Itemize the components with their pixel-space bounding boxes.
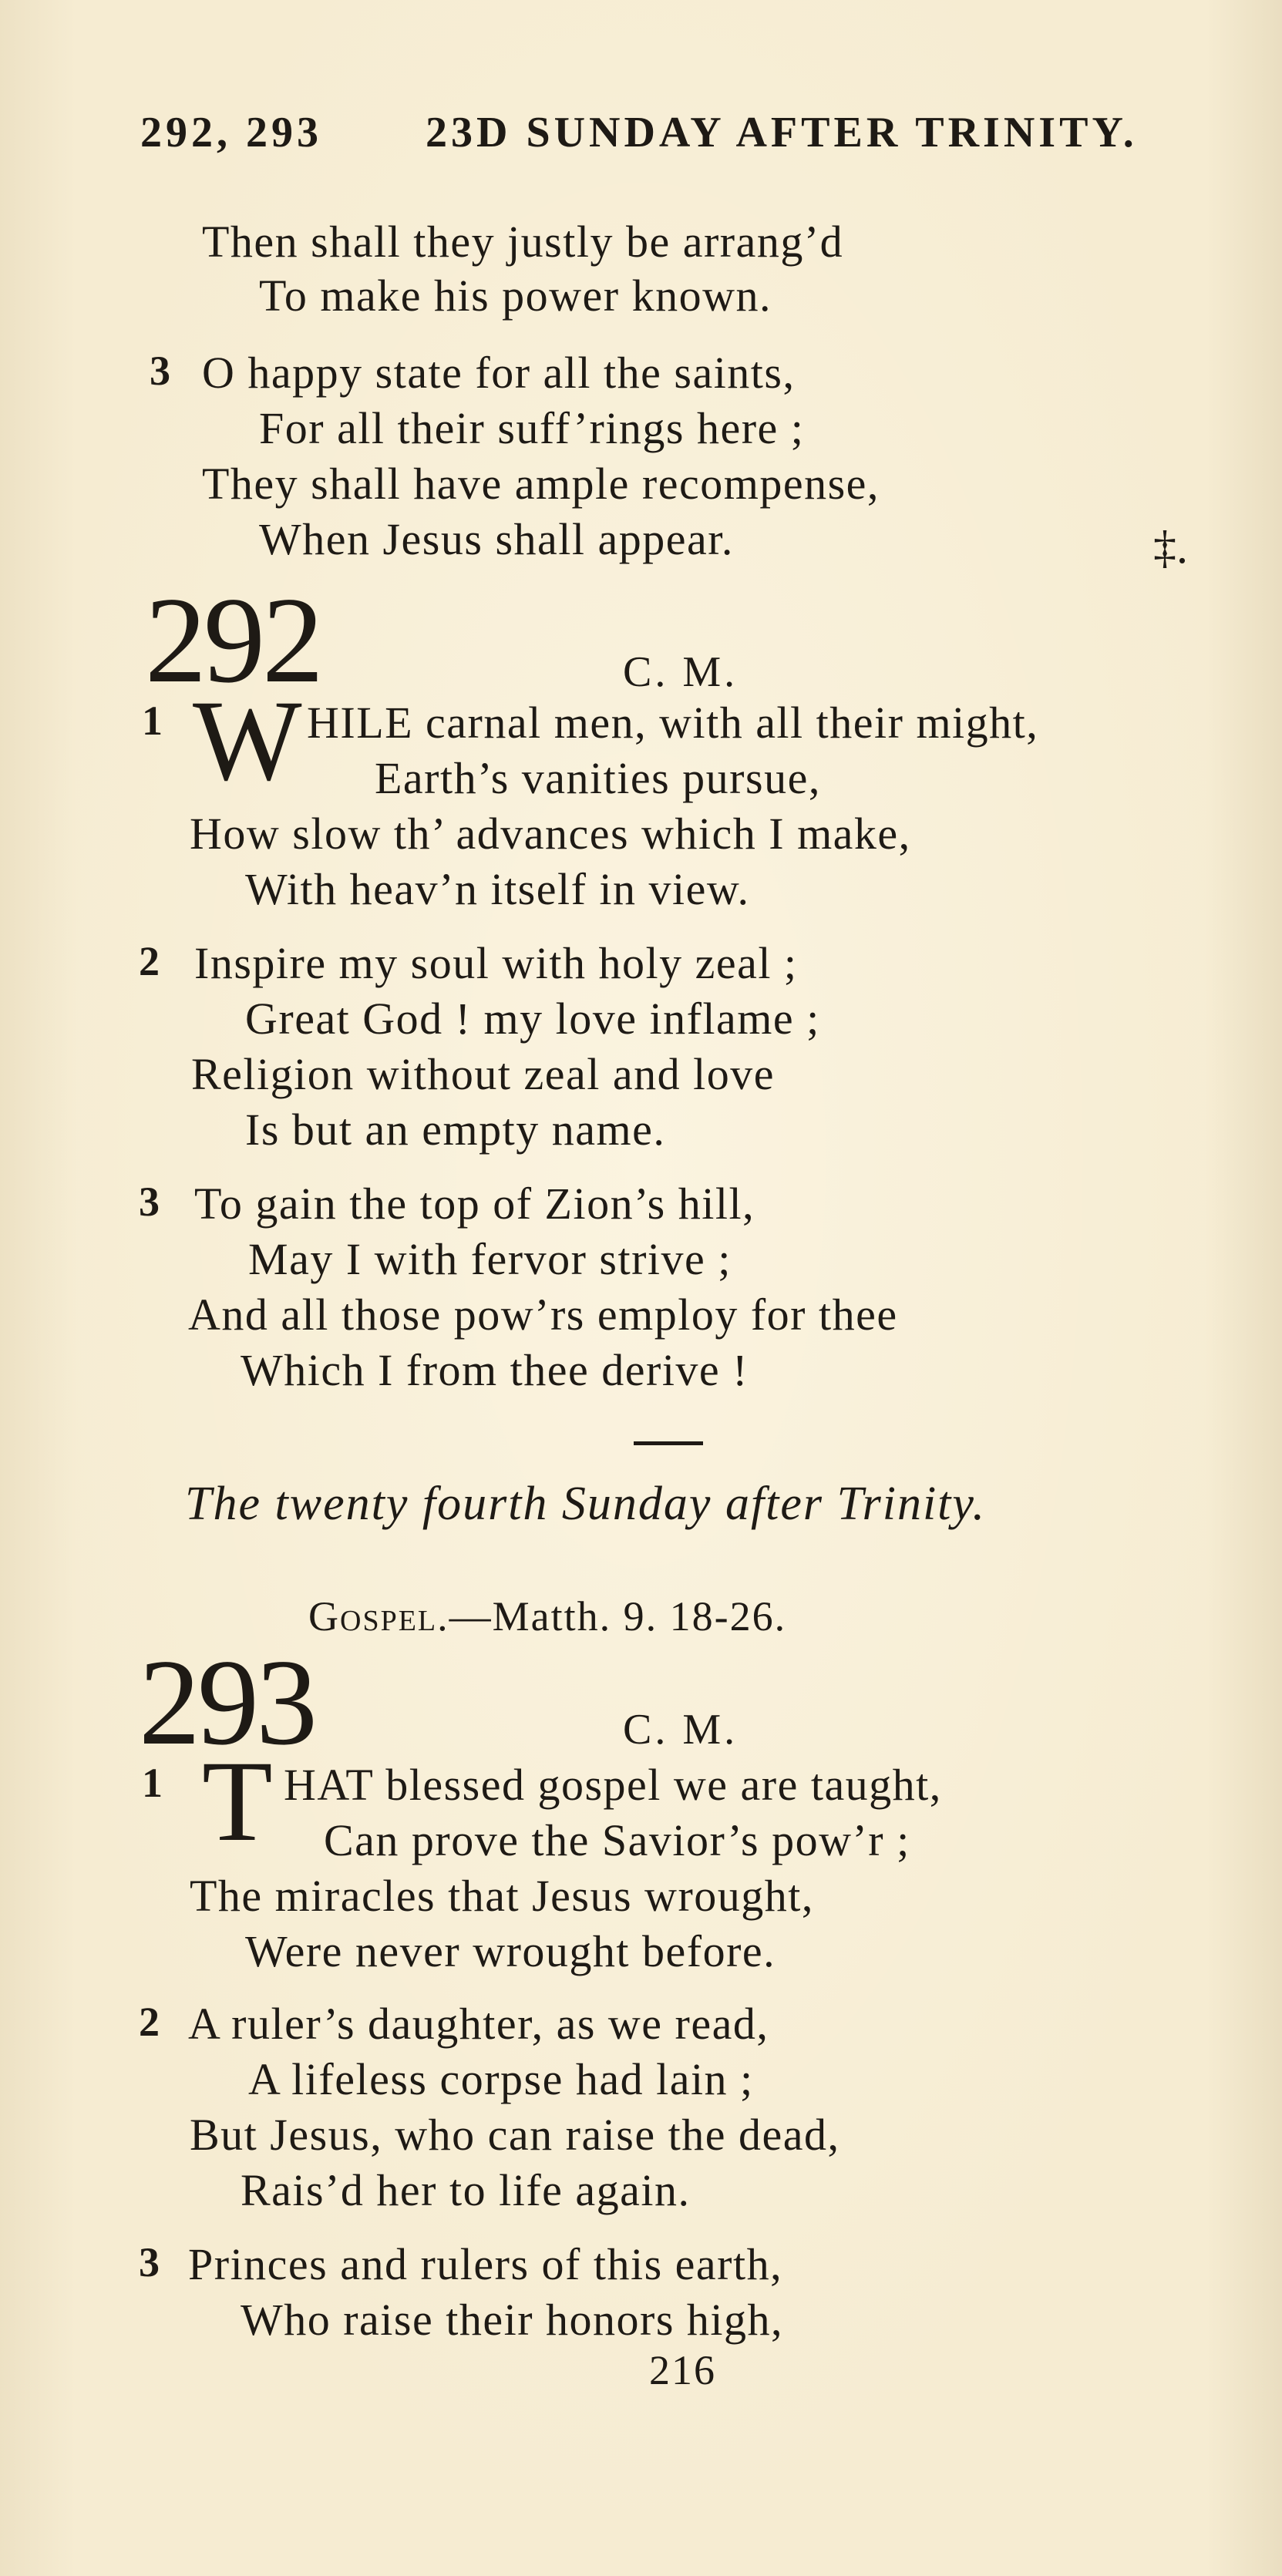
carryover-verse-line: When Jesus shall appear. bbox=[259, 514, 734, 564]
verse-line: Earth’s vanities pursue, bbox=[375, 753, 821, 803]
carryover-verse-line: They shall have ample recompense, bbox=[202, 459, 880, 509]
running-header-page-range: 292, 293 bbox=[140, 109, 322, 156]
carryover-line-1: Then shall they justly be arrang’d bbox=[202, 217, 844, 267]
double-dagger-end-mark: ‡. bbox=[1153, 522, 1188, 573]
gospel-label: Gospel. bbox=[308, 1593, 449, 1639]
verse-number: 2 bbox=[139, 938, 160, 984]
hymn-number: 292 bbox=[145, 571, 321, 708]
sunday-heading: The twenty fourth Sunday after Trinity. bbox=[185, 1478, 986, 1530]
verse-line: And all those pow’rs employ for thee bbox=[188, 1290, 898, 1340]
verse-line: With heav’n itself in view. bbox=[245, 864, 750, 914]
verse-number: 1 bbox=[142, 698, 163, 744]
verse-line: But Jesus, who can raise the dead, bbox=[190, 2110, 840, 2160]
verse-line: Can prove the Savior’s pow’r ; bbox=[324, 1815, 910, 1865]
verse-line: Who raise their honors high, bbox=[241, 2295, 784, 2345]
section-divider-rule bbox=[634, 1441, 703, 1445]
carryover-verse-line: For all their suff’rings here ; bbox=[259, 403, 805, 453]
verse-line: Is but an empty name. bbox=[245, 1105, 666, 1155]
verse-line: HILE carnal men, with all their might, bbox=[307, 698, 1039, 748]
verse-line: Inspire my soul with holy zeal ; bbox=[194, 938, 798, 988]
verse-number: 1 bbox=[142, 1760, 163, 1806]
verse-number: 3 bbox=[139, 1179, 160, 1225]
verse-line: May I with fervor strive ; bbox=[248, 1234, 732, 1284]
verse-line: HAT blessed gospel we are taught, bbox=[284, 1760, 942, 1810]
verse-number: 2 bbox=[139, 1999, 160, 2045]
gospel-citation: —Matth. 9. 18-26. bbox=[449, 1593, 787, 1639]
drop-cap: W bbox=[193, 677, 302, 805]
carryover-verse-line: O happy state for all the saints, bbox=[202, 348, 796, 398]
verse-line: Rais’d her to life again. bbox=[241, 2165, 691, 2215]
page-number: 216 bbox=[649, 2347, 716, 2393]
verse-line: How slow th’ advances which I make, bbox=[190, 809, 911, 859]
verse-line: Princes and rulers of this earth, bbox=[188, 2239, 783, 2289]
carryover-verse-number: 3 bbox=[150, 348, 170, 394]
verse-line: Were never wrought before. bbox=[245, 1926, 776, 1976]
hymn-meter: C. M. bbox=[623, 648, 739, 696]
gospel-reference bbox=[308, 1592, 786, 1640]
verse-line: Great God ! my love inflame ; bbox=[245, 994, 820, 1044]
verse-line: Religion without zeal and love bbox=[191, 1049, 775, 1099]
verse-line: A ruler’s daughter, as we read, bbox=[188, 1999, 769, 2049]
verse-line: Which I from thee derive ! bbox=[241, 1345, 749, 1395]
verse-number: 3 bbox=[139, 2239, 160, 2285]
carryover-line-2: To make his power known. bbox=[259, 271, 772, 321]
verse-line: A lifeless corpse had lain ; bbox=[248, 2054, 754, 2104]
verse-line: The miracles that Jesus wrought, bbox=[190, 1871, 814, 1921]
verse-line: To gain the top of Zion’s hill, bbox=[194, 1179, 755, 1229]
drop-cap: T bbox=[202, 1737, 273, 1865]
hymn-number: 293 bbox=[139, 1633, 315, 1771]
hymn-meter: C. M. bbox=[623, 1706, 739, 1754]
running-header-title: 23D SUNDAY AFTER TRINITY. bbox=[426, 109, 1138, 156]
